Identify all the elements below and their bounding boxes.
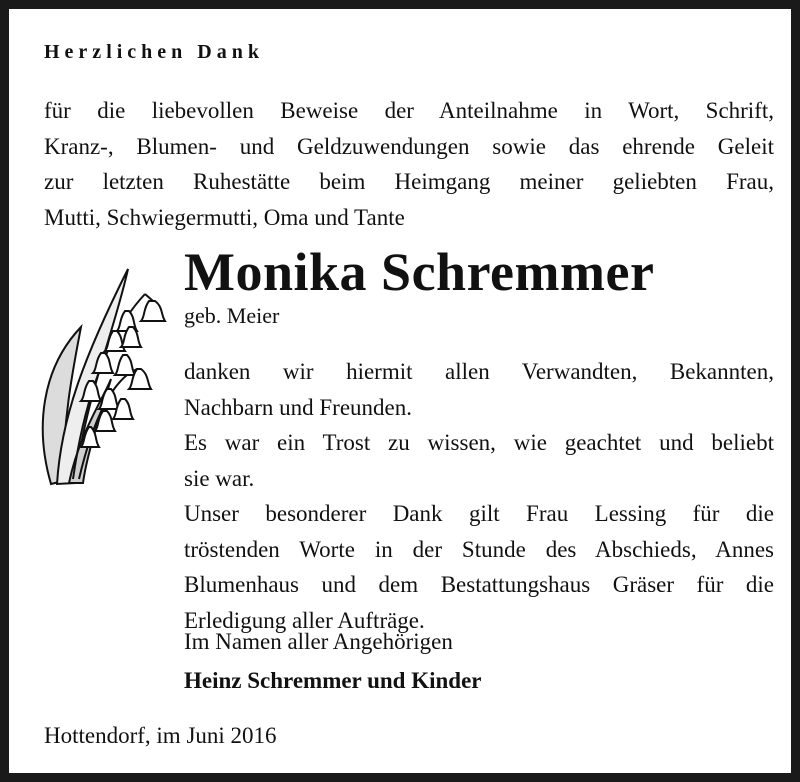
body-line: sie war. — [184, 465, 255, 491]
lily-of-the-valley-icon — [33, 249, 173, 489]
body-line: Unser besonderer Dank gilt Frau Lessing für die — [184, 501, 774, 526]
intro-line: zur letzten Ruhestätte beim Heimgang meiner geliebten Frau, — [44, 169, 774, 194]
body-line: Es war ein Trost zu wissen, wie geachtet und beliebt — [184, 430, 774, 455]
body-line: tröstenden Worte in der Stunde des Abschieds, Annes — [184, 536, 774, 562]
body-line: Nachbarn und Freunden. — [184, 394, 413, 420]
place-date: Hottendorf, im Juni 2016 — [44, 723, 277, 748]
on-behalf-text: Im Namen aller Angehörigen — [184, 629, 453, 654]
notice-heading: Herzlichen Dank — [44, 41, 264, 63]
body-line: Erledigung aller Aufträge. — [184, 607, 425, 633]
deceased-name: Monika Schremmer — [184, 242, 655, 302]
maiden-name: geb. Meier — [184, 303, 280, 328]
intro-line: Mutti, Schwiegermutti, Oma und Tante — [44, 204, 405, 230]
body-line: Blumenhaus und dem Bestattungshaus Gräser für die — [184, 572, 774, 597]
intro-line: für die liebevollen Beweise der Anteilnahme in Wort, Schrift, — [44, 98, 774, 123]
signers-name: Heinz Schremmer und Kinder — [184, 668, 482, 693]
intro-line: Kranz-, Blumen- und Geldzuwendungen sowie das ehrende Geleit — [44, 133, 774, 159]
intro-paragraph — [44, 93, 774, 235]
thanks-paragraph — [184, 354, 774, 638]
body-line: danken wir hiermit allen Verwandten, Bekannten, — [184, 359, 774, 384]
